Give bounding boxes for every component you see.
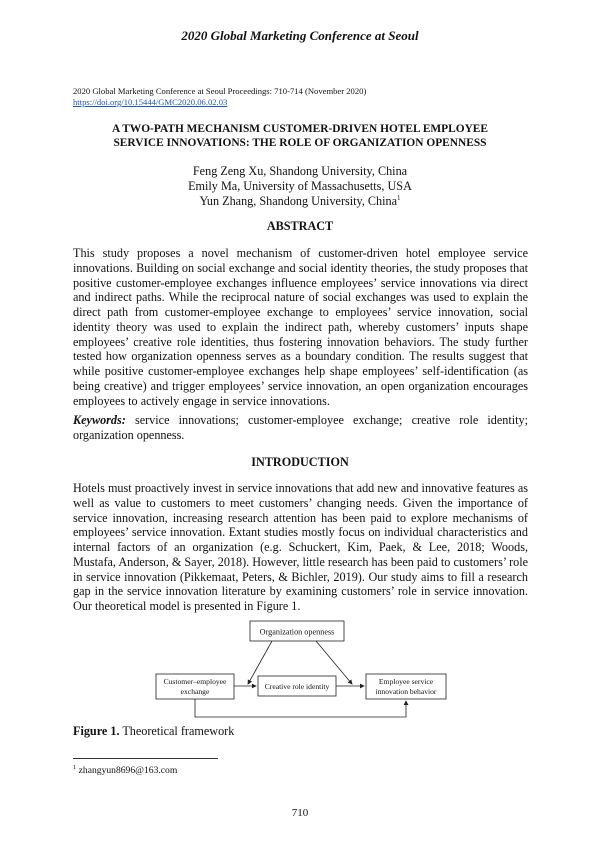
label-customer-employee-line1: Customer–employee bbox=[163, 677, 227, 686]
author-3-line bbox=[100, 194, 500, 209]
running-header: 2020 Global Marketing Conference at Seoul bbox=[181, 28, 419, 43]
footnote-email: zhangyun8696@163.com bbox=[78, 765, 178, 777]
keywords-label: Keywords: bbox=[73, 413, 126, 427]
arrow-direct-path bbox=[195, 699, 406, 717]
author-2: Emily Ma, University of Massachusetts, USA bbox=[188, 179, 412, 194]
label-customer-employee-line2: exchange bbox=[180, 687, 210, 696]
author-1: Feng Zeng Xu, Shandong University, China bbox=[192, 164, 408, 178]
label-employee-service-line1: Employee service bbox=[378, 677, 434, 686]
theoretical-framework-figure bbox=[150, 615, 450, 725]
author-3: Yun Zhang, Shandong University, China bbox=[199, 194, 398, 209]
paper-title bbox=[60, 122, 540, 150]
doi-link[interactable]: https://doi.org/10.15444/GMC2020.06.02.03 bbox=[73, 97, 228, 107]
footnote-divider bbox=[73, 758, 218, 759]
figure-caption bbox=[73, 724, 234, 739]
label-employee-service-line2: innovation behavior bbox=[375, 687, 437, 696]
abstract-heading: ABSTRACT bbox=[266, 219, 334, 233]
title-line-1: A TWO-PATH MECHANISM CUSTOMER-DRIVEN HOTEL EMPLOYEE bbox=[111, 123, 489, 135]
keywords bbox=[73, 413, 528, 443]
page-number: 710 bbox=[291, 807, 309, 819]
label-creative-role-identity: Creative role identity bbox=[264, 682, 330, 691]
introduction-heading: INTRODUCTION bbox=[251, 455, 349, 469]
author-footnote-marker: 1 bbox=[397, 194, 401, 203]
author-list bbox=[100, 164, 500, 210]
figure-caption-label: Figure 1. bbox=[73, 724, 120, 738]
proceedings-info bbox=[73, 86, 366, 108]
introduction-body: Hotels must proactively invest in service innovations that add new and innovative features as well as value to customers to meet customers’ changing needs. Given the importance of service innovation, increasing research attention has been paid to explore mechanisms of employees’ service innovation. Extant studies mostly focus on individual characteristics and internal factors of an organization (e.g. Schuckert, Kim, Paek, & Lee, 2018; Woods, Mustafa, Anderson, & Sayer, 2018). However, little research has been paid to customers’ role in service innovation (Pikkemaat, Peters, & Bichler, 2019). Our study aims to fill a research gap in the service innovation literature by examining customers’ role in service innovation. Our theoretical model is presented in Figure 1. bbox=[73, 481, 529, 613]
footnote-marker: 1 bbox=[73, 764, 77, 771]
abstract-body: This study proposes a novel mechanism of customer-driven hotel employee service innovations. Building on social exchange and social identity theories, the study proposes that positive customer-employee exchanges influence employees’ service innovations via direct and indirect paths. While the reciprocal nature of social exchanges was used to explain the direct path from customer-employee exchange to employees’ service innovation, social identity theory was used to explain the indirect path, whereby customers’ inputs shape employees’ creative role identities, thus fostering innovation behaviors. The study further tested how organization openness serves as a boundary condition. The results suggest that while positive customer-employee exchanges help shape employees’ self-identification (as being creative) and trigger employees’ service innovation, an open organization encourages employees to actively engage in service innovations. bbox=[73, 246, 528, 408]
title-line-2: SERVICE INNOVATIONS: THE ROLE OF ORGANIZATION OPENNESS bbox=[113, 137, 487, 149]
footnote bbox=[73, 764, 177, 776]
keywords-text: service innovations; customer-employee exchange; creative role identity; organization openness. bbox=[73, 413, 529, 442]
label-organization-openness: Organization openness bbox=[259, 627, 335, 637]
figure-caption-text: Theoretical framework bbox=[122, 724, 235, 738]
proceedings-citation: 2020 Global Marketing Conference at Seoul Proceedings: 710-714 (November 2020) bbox=[73, 86, 367, 96]
